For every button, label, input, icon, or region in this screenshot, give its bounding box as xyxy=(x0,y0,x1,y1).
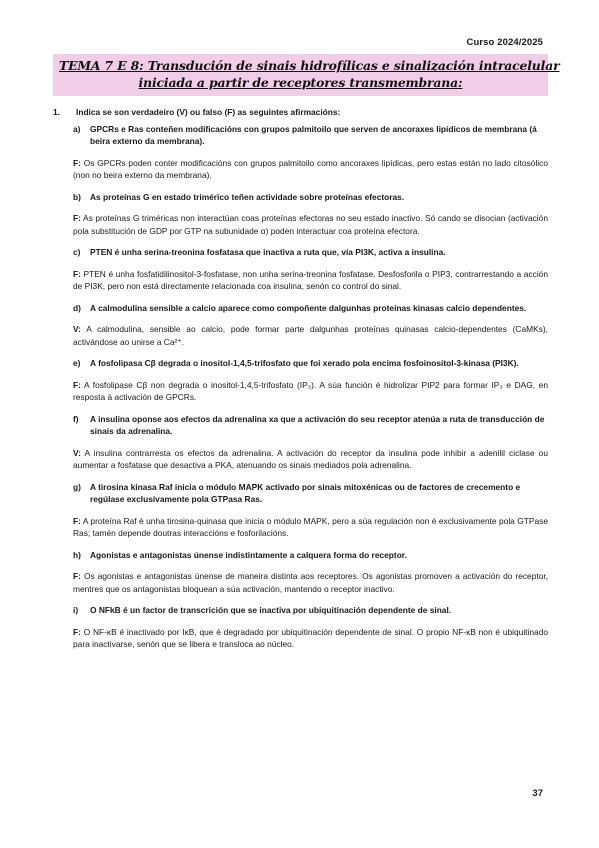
topic-title-line-2: iniciada a partir de receptores transmembrana: xyxy=(138,75,463,90)
answer-text: Os agonistas e antagonistas únense de maneira distinta aos receptores. Os agonistas promoven a activación do receptor, mentres que os antagonistas bloquean a súa activación, mantendo o receptor inactivo. xyxy=(73,571,549,594)
verdict-label: V: xyxy=(73,324,81,334)
statement-text: A tirosina kinasa Raf inicia o módulo MAPK activado por sinais mitoxénicas ou de factores de crecemento e regúlase exclusivamente pola GTPasa Ras. xyxy=(90,481,521,504)
question-1 xyxy=(53,106,548,119)
statement-d xyxy=(53,302,548,315)
verdict-label: F: xyxy=(73,515,81,526)
statement-a xyxy=(53,123,548,148)
answer-f xyxy=(53,447,548,472)
course-label: Curso 2024/2025 xyxy=(466,37,543,48)
statement-letter: i) xyxy=(73,605,79,615)
topic-title-banner xyxy=(53,54,560,96)
answer-b xyxy=(53,212,548,237)
answer-text: A calmodulina, sensible ao calcio, pode formar parte dalgunhas proteínas quinasas calcio-dependentes (CaMKs), activándose ao unirse a Ca²⁺. xyxy=(73,324,548,347)
statement-letter: c) xyxy=(73,247,81,257)
question-number: 1. xyxy=(53,107,60,117)
answer-text: A insulina contrarresta os efectos da adrenalina. A activación do receptor da insulina pode inhibir a adenilil ciclase ou aumentar a fosfatase que desactiva a PKA, atenuando os sinais mediados pola adrenalina. xyxy=(73,447,548,470)
question-content xyxy=(53,106,548,651)
statement-c xyxy=(53,246,548,259)
statement-text: A insulina oponse aos efectos da adrenalina xa que a activación do seu receptor atenúa a ruta de transducción de sinais da adrenalina. xyxy=(90,413,545,436)
verdict-label: F: xyxy=(73,626,81,637)
statement-text: As proteínas G en estado trimérico teñen actividade sobre proteínas efectoras. xyxy=(90,191,405,202)
verdict-label: V: xyxy=(73,447,81,458)
statement-letter: d) xyxy=(73,302,81,313)
statement-text: GPCRs e Ras conteñen modificacións con grupos palmitoilo que serven de ancoraxes lipídicos de membrana (á beira externo da membrana). xyxy=(90,123,537,146)
statement-list xyxy=(53,123,548,651)
statement-letter: h) xyxy=(73,549,81,560)
statement-i xyxy=(53,604,548,617)
statement-g xyxy=(53,481,548,506)
verdict-label: F: xyxy=(73,571,81,581)
statement-text: PTEN é unha serina-treonina fosfatasa que inactiva a ruta que, vía PI3K, activa a insulina. xyxy=(90,247,446,257)
statement-b xyxy=(53,191,548,204)
answer-e xyxy=(53,379,548,404)
answer-i xyxy=(53,626,548,651)
answer-g xyxy=(53,515,548,540)
statement-text: Agonistas e antagonistas únense indistintamente a calquera forma do receptor. xyxy=(90,549,407,560)
verdict-label: F: xyxy=(73,213,81,223)
statement-letter: g) xyxy=(73,481,81,492)
statement-text: A calmodulina sensible a calcio aparece como compoñente dalgunhas proteínas kinasas calcio dependentes. xyxy=(90,302,527,313)
answer-text: Os GPCRs poden conter modificacións con grupos palmitoilo como ancoraxes lipídicas, pero estas están no lado citosólico (non no beira externo da membrana). xyxy=(73,157,549,180)
answer-text: PTEN é unha fosfatidilinositol-3-fosfatase, non unha serina-treonina fosfatase. Desfosforila o PIP3, contrarrestando a acción de PI3K, pero non está directamente relacionada coa insulina, senón co control do sinal. xyxy=(73,268,548,291)
answer-h xyxy=(53,570,548,595)
statement-letter: a) xyxy=(73,123,81,134)
answer-text: A fosfolipase Cβ non degrada o inositol-1,4,5-trifosfato (IP₃). A súa función é hidrolizar PIP2 para formar IP₃ e DAG, en resposta á activación de GPCRs. xyxy=(73,379,548,402)
statement-letter: b) xyxy=(73,191,81,202)
statement-letter: f) xyxy=(73,413,79,424)
statement-f xyxy=(53,413,548,438)
statement-text: A fosfolipasa Cβ degrada o inositol-1,4,5-trifosfato que foi xerado pola encima fosfoinositol-3-kinasa (PI3K). xyxy=(90,358,519,368)
answer-c xyxy=(53,268,548,293)
answer-d xyxy=(53,323,548,348)
answer-text: O NF-κB é inactivado por IκB, que é degradado por ubiquitinación dependente de sinal. O propio NF-κB non é ubiquitinado para inactivarse, senón que se libera e transloca ao núcleo. xyxy=(73,626,549,649)
statement-letter: e) xyxy=(73,358,81,368)
page-number: 37 xyxy=(532,788,543,799)
answer-text: As proteínas G triméricas non interactúan coas proteínas efectoras no seu estado inactivo. Só cando se disocian (activación pola substitución de GDP por GTP na subunidade α) poden interactuar coa proteína efectora. xyxy=(73,213,548,236)
verdict-label: F: xyxy=(73,379,81,390)
verdict-label: F: xyxy=(73,268,81,279)
answer-text: A proteína Raf é unha tirosina-quinasa que inicia o módulo MAPK, pero a súa regulación non é exclusivamente pola GTPase Ras; tamén depende doutras interaccións e fosforilacións. xyxy=(73,515,548,538)
statement-text: O NFkB é un factor de transcrición que se inactiva por ubiquitinación dependente de sinal. xyxy=(90,605,452,615)
topic-title-line-1: TEMA 7 E 8: Transdución de sinais hidrofílicas e sinalización intracelular xyxy=(59,58,560,73)
statement-h xyxy=(53,549,548,562)
question-text: Indica se son verdadeiro (V) ou falso (F) as seguintes afirmacións: xyxy=(76,107,341,117)
statement-e xyxy=(53,357,548,370)
verdict-label: F: xyxy=(73,157,81,168)
answer-a xyxy=(53,157,548,182)
